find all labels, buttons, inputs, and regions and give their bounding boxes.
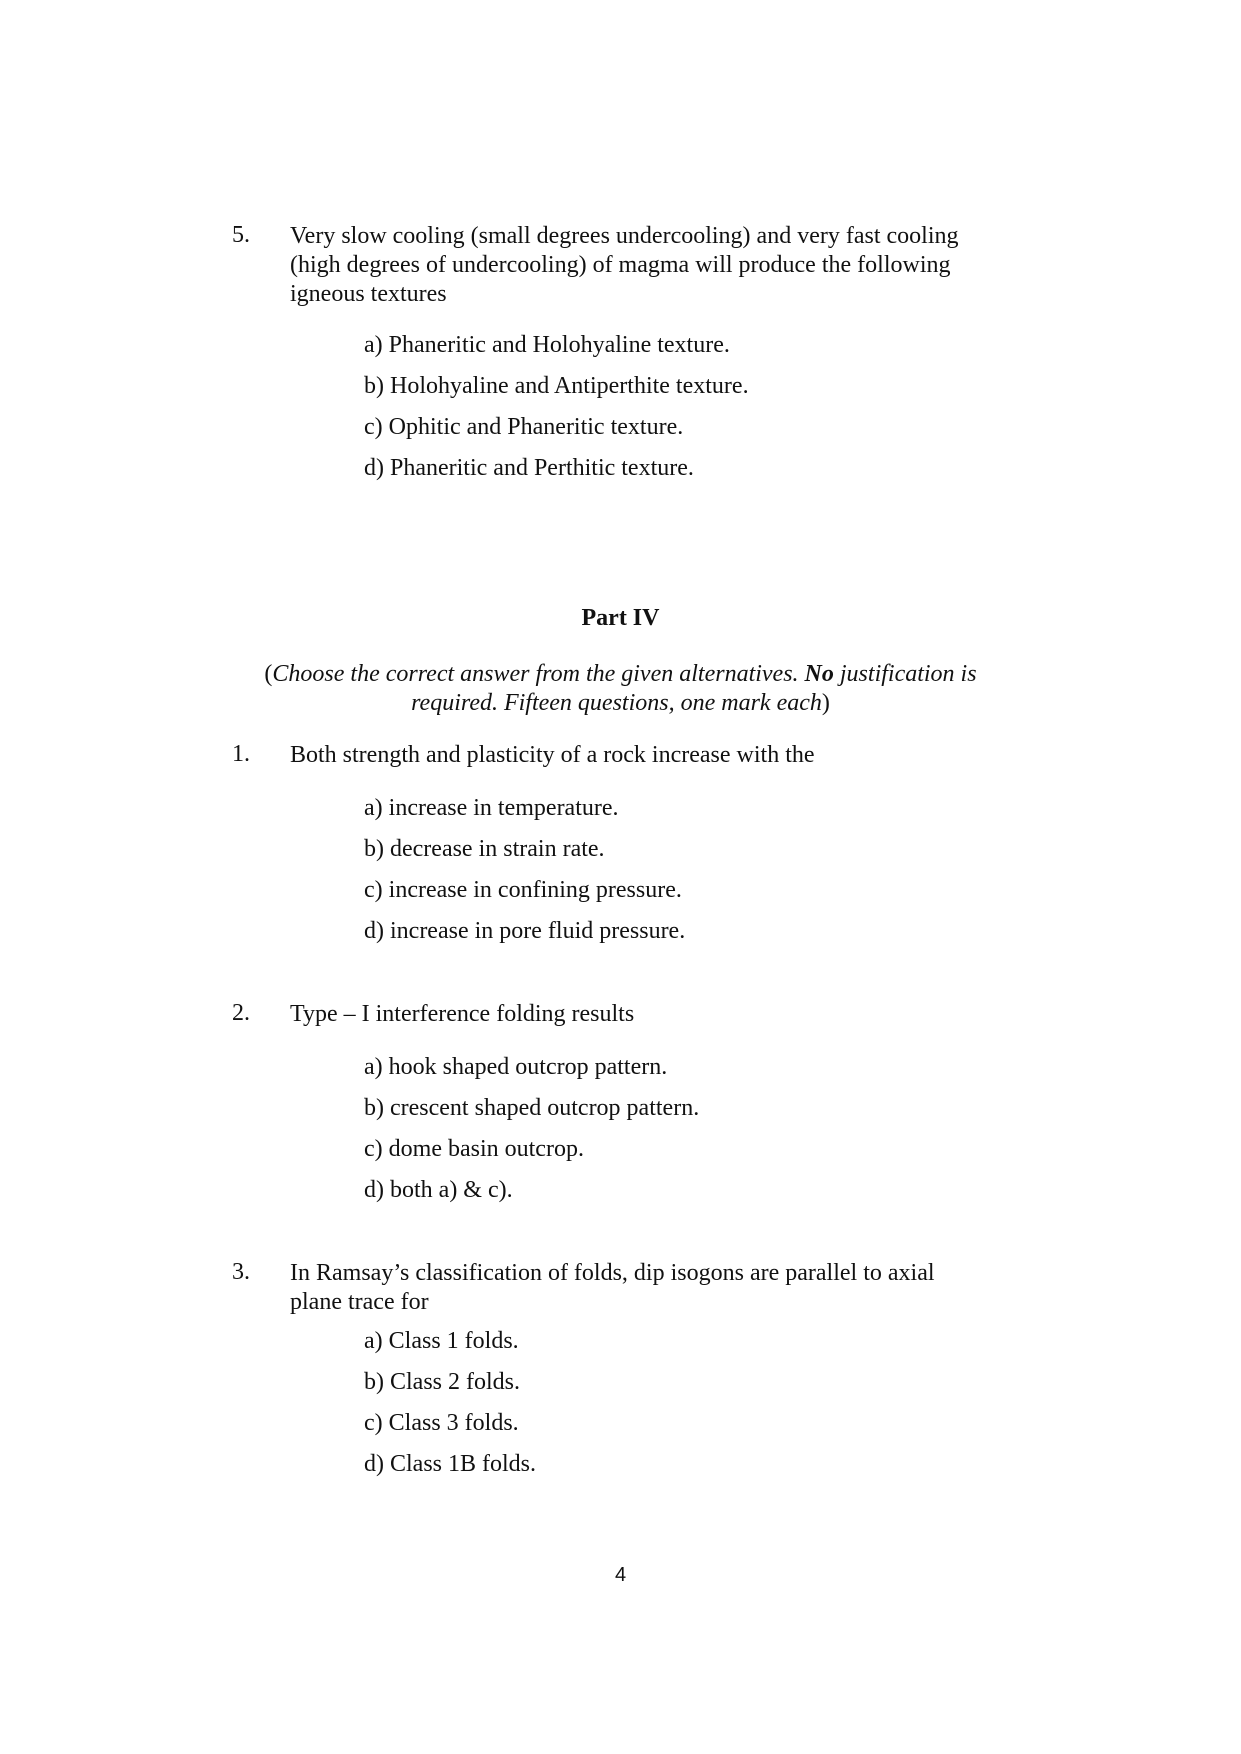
page-number: 4 — [614, 1564, 627, 1586]
question-text-line: plane trace for — [290, 1289, 429, 1315]
question-number: 2. — [232, 1000, 250, 1026]
option-d: d) increase in pore fluid pressure. — [364, 918, 686, 944]
option-d: d) Class 1B folds. — [364, 1451, 537, 1477]
option-a: a) hook shaped outcrop pattern. — [364, 1054, 668, 1080]
question-text-line: (high degrees of undercooling) of magma will produce the following — [290, 252, 951, 278]
option-c: c) Ophitic and Phaneritic texture. — [364, 414, 684, 440]
option-a: a) Phaneritic and Holohyaline texture. — [364, 332, 730, 358]
question-text — [290, 1259, 935, 1317]
option-b: b) Holohyaline and Antiperthite texture. — [364, 373, 749, 399]
question-text-line: Type – I interference folding results — [290, 1001, 635, 1027]
instruction-line-2: required. Fifteen questions, one mark each) — [411, 690, 830, 716]
option-c: c) increase in confining pressure. — [364, 877, 682, 903]
part-instruction — [220, 660, 1021, 718]
question-number: 3. — [232, 1259, 250, 1285]
option-b: b) Class 2 folds. — [364, 1369, 520, 1395]
question-text-line: Very slow cooling (small degrees undercooling) and very fast cooling — [290, 223, 959, 249]
option-d: d) Phaneritic and Perthitic texture. — [364, 455, 694, 481]
question-text-line: Both strength and plasticity of a rock increase with the — [290, 742, 815, 768]
question-text — [290, 741, 815, 770]
option-d: d) both a) & c). — [364, 1177, 513, 1203]
question-text — [290, 222, 958, 309]
instruction-line-1: (Choose the correct answer from the given alternatives. No justification is — [264, 661, 977, 687]
option-c: c) dome basin outcrop. — [364, 1136, 584, 1162]
question-number: 1. — [232, 741, 250, 767]
option-b: b) decrease in strain rate. — [364, 836, 605, 862]
option-c: c) Class 3 folds. — [364, 1410, 519, 1436]
question-text-line: In Ramsay’s classification of folds, dip isogons are parallel to axial — [290, 1260, 935, 1286]
option-a: a) Class 1 folds. — [364, 1328, 519, 1354]
option-a: a) increase in temperature. — [364, 795, 619, 821]
question-text — [290, 1000, 634, 1029]
question-text-line: igneous textures — [290, 281, 447, 307]
question-number: 5. — [232, 222, 250, 248]
part-title: Part IV — [581, 605, 660, 631]
option-b: b) crescent shaped outcrop pattern. — [364, 1095, 700, 1121]
